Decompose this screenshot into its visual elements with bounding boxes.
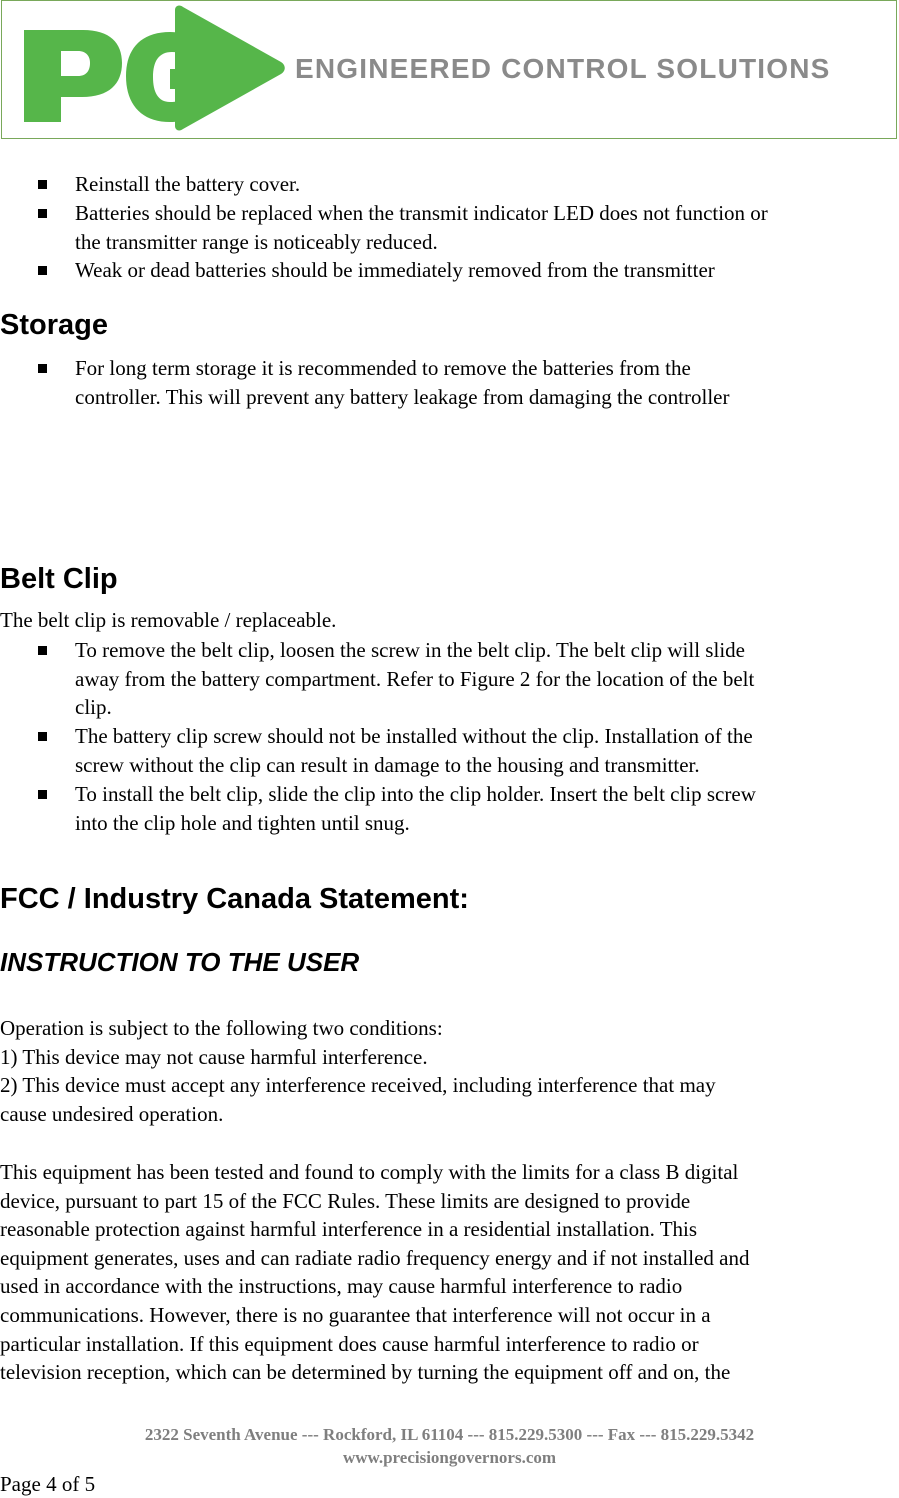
- bullet-text: The battery clip screw should not be installed without the clip. Installation of the screw without the clip can result in damage to the housing and transmitter.: [75, 724, 753, 777]
- fcc-conditions: Operation is subject to the following two conditions: 1) This device may not cause harmful interference. 2) This device must accept any interference received, including interference that may cause undesired operation.: [0, 1016, 716, 1126]
- page-number: Page 4 of 5: [0, 1472, 96, 1496]
- bullet-text: To install the belt clip, slide the clip into the clip holder. Insert the belt clip screw into the clip hole and tighten until snug.: [75, 782, 756, 835]
- fcc-heading: FCC / Industry Canada Statement:: [0, 883, 469, 915]
- storage-heading: Storage: [0, 309, 108, 341]
- fcc-compliance-text: This equipment has been tested and found to comply with the limits for a class B digital device, pursuant to part 15 of the FCC Rules. These limits are designed to provide reasonable protection against harmful interference in a residential installation. This equipment generates, uses and can radiate radio frequency energy and if not installed and used in accordance with the instructions, may cause harmful interference to radio communications. However, there is no guarantee that interference will not occur in a particular installation. If this equipment does cause harmful interference to radio or television reception, which can be determined by turning the equipment off and on, the: [0, 1160, 750, 1385]
- bullet-square-icon: [38, 364, 47, 373]
- header-logo-banner: [1, 0, 897, 139]
- bullet-square-icon: [38, 790, 47, 799]
- belt-clip-heading: Belt Clip: [0, 563, 118, 595]
- belt-clip-intro: The belt clip is removable / replaceable.: [0, 608, 337, 632]
- company-tagline: ENGINEERED CONTROL SOLUTIONS: [295, 53, 831, 84]
- bullet-text: Reinstall the battery cover.: [75, 172, 301, 196]
- bullet-square-icon: [38, 180, 47, 189]
- bullet-square-icon: [38, 732, 47, 741]
- bullet-square-icon: [38, 646, 47, 655]
- bullet-text: Weak or dead batteries should be immediately removed from the transmitter: [75, 258, 715, 282]
- bullet-text: To remove the belt clip, loosen the screw in the belt clip. The belt clip will slide away from the battery compartment. Refer to Figure 2 for the location of the belt clip.: [75, 638, 755, 720]
- bullet-square-icon: [38, 266, 47, 275]
- bullet-square-icon: [38, 209, 47, 218]
- bullet-text: Batteries should be replaced when the transmit indicator LED does not function or the transmitter range is noticeably reduced.: [75, 201, 768, 254]
- bullet-text: For long term storage it is recommended to remove the batteries from the controller. This will prevent any battery leakage from damaging the controller: [75, 356, 730, 409]
- footer-website: www.precisiongovernors.com: [342, 1448, 557, 1467]
- footer-address: 2322 Seventh Avenue --- Rockford, IL 61104 --- 815.229.5300 --- Fax --- 815.229.5342: [144, 1425, 755, 1444]
- fcc-subheading: INSTRUCTION TO THE USER: [0, 947, 360, 977]
